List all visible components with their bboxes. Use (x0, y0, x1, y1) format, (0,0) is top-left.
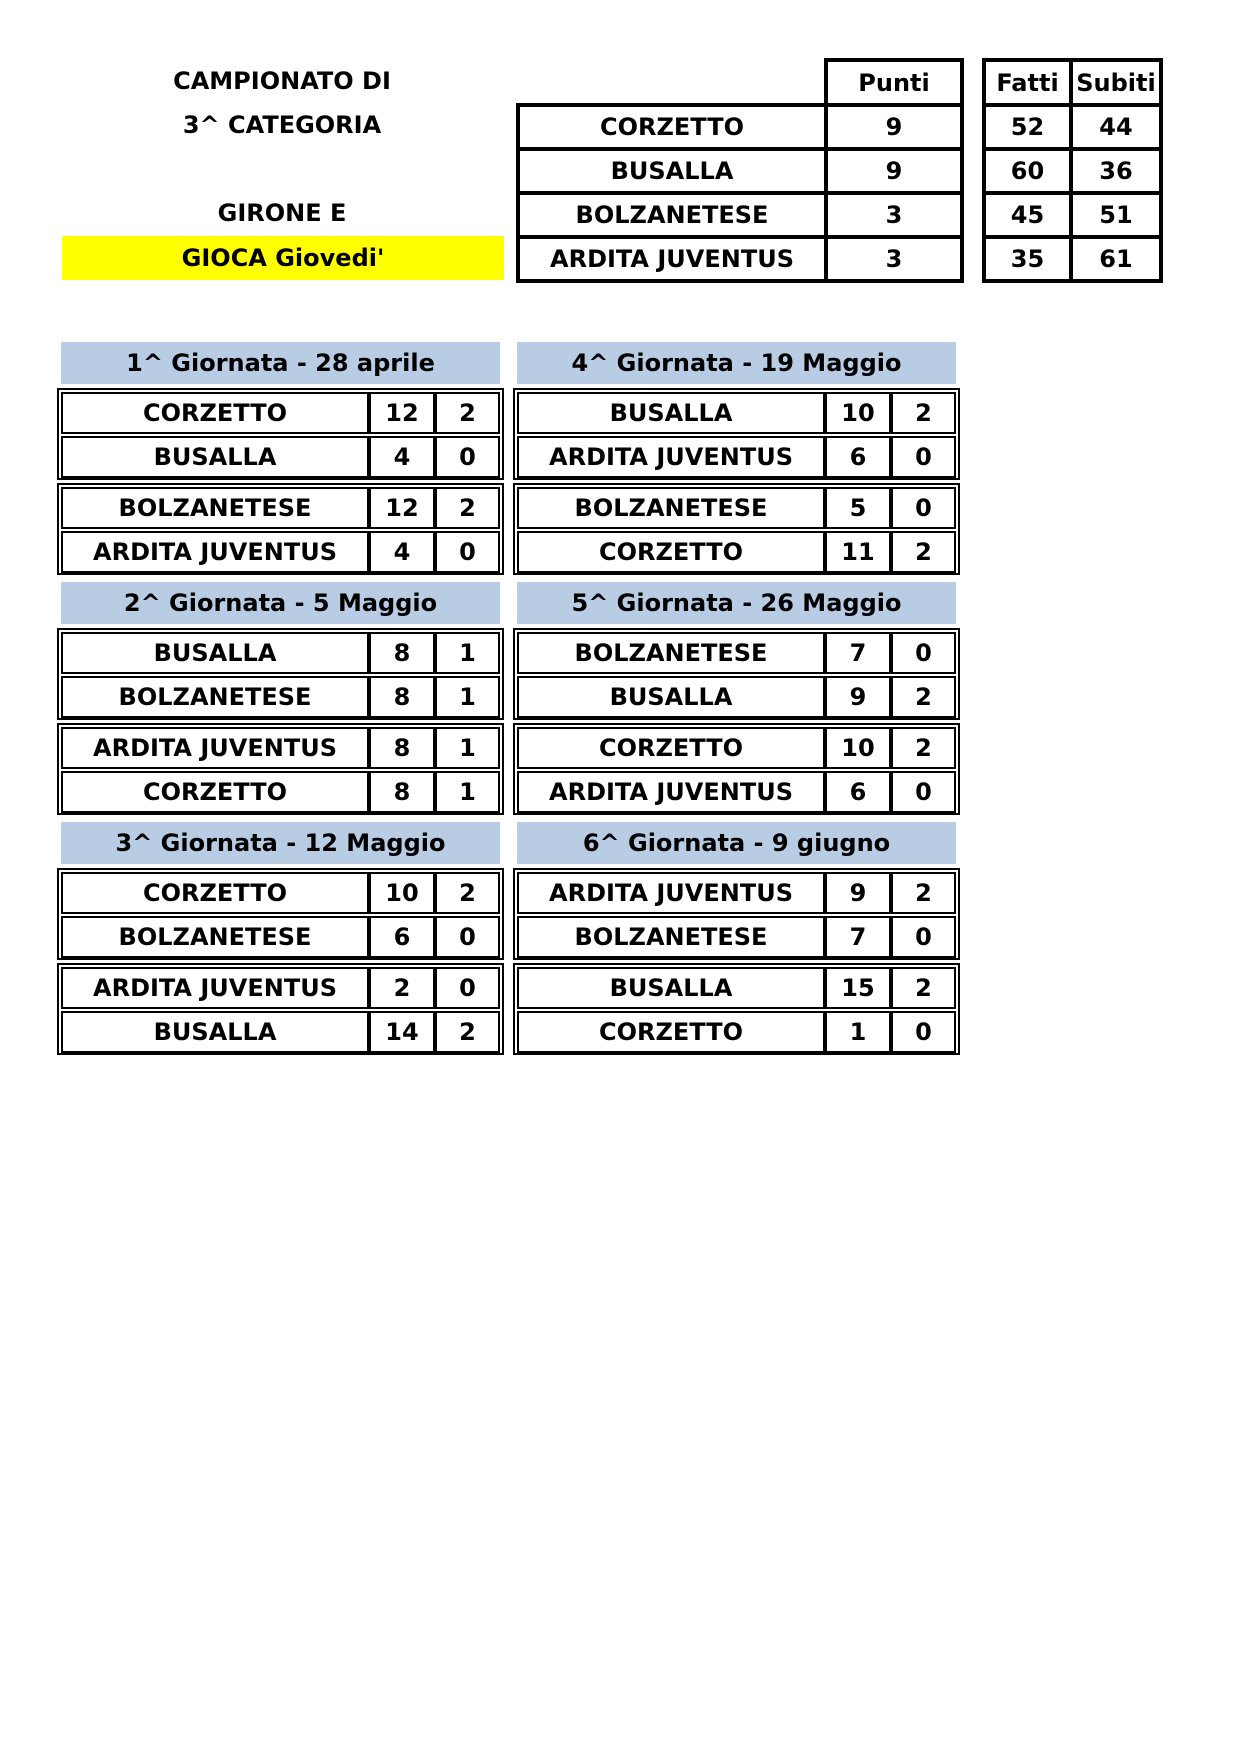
match-points: 2 (891, 967, 956, 1009)
match-team: ARDITA JUVENTUS (61, 531, 369, 573)
standings-fatti: 60 (982, 147, 1073, 195)
match-goals: 4 (369, 436, 435, 478)
match-goals: 8 (369, 676, 435, 718)
match-goals: 8 (369, 632, 435, 674)
matchday-header: 5^ Giornata - 26 Maggio (517, 582, 956, 624)
match-goals: 7 (825, 632, 891, 674)
match-goals: 4 (369, 531, 435, 573)
standings-subiti: 61 (1069, 235, 1163, 283)
match-goals: 6 (825, 436, 891, 478)
match-points: 2 (891, 392, 956, 434)
match-goals: 8 (369, 727, 435, 769)
match-points: 1 (435, 676, 500, 718)
match-goals: 1 (825, 1011, 891, 1053)
match-points: 1 (435, 632, 500, 674)
match-team: CORZETTO (61, 392, 369, 434)
match-points: 0 (891, 487, 956, 529)
match-points: 2 (891, 727, 956, 769)
match-goals: 10 (825, 727, 891, 769)
match-points: 2 (891, 676, 956, 718)
match-points: 0 (435, 967, 500, 1009)
match-team: CORZETTO (517, 531, 825, 573)
standings-punti: 3 (824, 235, 964, 283)
match-team: BUSALLA (61, 1011, 369, 1053)
match-team: ARDITA JUVENTUS (517, 771, 825, 813)
match-goals: 10 (825, 392, 891, 434)
match-points: 2 (891, 872, 956, 914)
match-team: BOLZANETESE (61, 676, 369, 718)
match-points: 2 (435, 1011, 500, 1053)
column-header-subiti: Subiti (1069, 58, 1163, 107)
match-team: BOLZANETESE (61, 916, 369, 958)
standings-subiti: 44 (1069, 103, 1163, 151)
match-goals: 7 (825, 916, 891, 958)
match-team: ARDITA JUVENTUS (517, 436, 825, 478)
match-points: 2 (435, 872, 500, 914)
match-points: 1 (435, 727, 500, 769)
match-team: BOLZANETESE (517, 487, 825, 529)
match-team: ARDITA JUVENTUS (61, 727, 369, 769)
match-team: BUSALLA (61, 436, 369, 478)
match-team: ARDITA JUVENTUS (61, 967, 369, 1009)
standings-team: CORZETTO (516, 103, 828, 151)
match-team: BOLZANETESE (517, 916, 825, 958)
standings-fatti: 45 (982, 191, 1073, 239)
match-goals: 11 (825, 531, 891, 573)
matchday-header: 2^ Giornata - 5 Maggio (61, 582, 500, 624)
match-team: CORZETTO (61, 872, 369, 914)
standings-subiti: 36 (1069, 147, 1163, 195)
standings-team: BOLZANETESE (516, 191, 828, 239)
standings-fatti: 52 (982, 103, 1073, 151)
matchday-header: 1^ Giornata - 28 aprile (61, 342, 500, 384)
match-points: 0 (891, 1011, 956, 1053)
match-points: 0 (891, 436, 956, 478)
girone-label: GIRONE E (217, 199, 347, 227)
match-goals: 9 (825, 872, 891, 914)
match-goals: 12 (369, 392, 435, 434)
column-header-fatti: Fatti (982, 58, 1073, 107)
match-points: 0 (891, 916, 956, 958)
gioca-label: GIOCA Giovedi' (62, 236, 504, 280)
match-goals: 6 (369, 916, 435, 958)
match-points: 1 (435, 771, 500, 813)
matchday-header: 6^ Giornata - 9 giugno (517, 822, 956, 864)
standings-team: BUSALLA (516, 147, 828, 195)
match-team: BUSALLA (517, 676, 825, 718)
match-team: CORZETTO (517, 1011, 825, 1053)
match-goals: 12 (369, 487, 435, 529)
match-points: 0 (891, 632, 956, 674)
match-team: BUSALLA (61, 632, 369, 674)
matchday-header: 3^ Giornata - 12 Maggio (61, 822, 500, 864)
match-team: BUSALLA (517, 967, 825, 1009)
title-line-1: CAMPIONATO DI (173, 67, 391, 95)
match-goals: 5 (825, 487, 891, 529)
match-points: 0 (435, 531, 500, 573)
match-team: CORZETTO (61, 771, 369, 813)
match-team: BUSALLA (517, 392, 825, 434)
matchday-header: 4^ Giornata - 19 Maggio (517, 342, 956, 384)
standings-fatti: 35 (982, 235, 1073, 283)
match-team: BOLZANETESE (517, 632, 825, 674)
standings-punti: 9 (824, 103, 964, 151)
match-points: 0 (435, 436, 500, 478)
match-goals: 15 (825, 967, 891, 1009)
standings-subiti: 51 (1069, 191, 1163, 239)
match-goals: 2 (369, 967, 435, 1009)
match-team: BOLZANETESE (61, 487, 369, 529)
standings-punti: 3 (824, 191, 964, 239)
standings-team: ARDITA JUVENTUS (516, 235, 828, 283)
match-goals: 10 (369, 872, 435, 914)
title-line-2: 3^ CATEGORIA (182, 111, 382, 139)
match-team: CORZETTO (517, 727, 825, 769)
match-goals: 6 (825, 771, 891, 813)
match-points: 0 (891, 771, 956, 813)
standings-punti: 9 (824, 147, 964, 195)
match-goals: 14 (369, 1011, 435, 1053)
match-team: ARDITA JUVENTUS (517, 872, 825, 914)
match-points: 2 (435, 392, 500, 434)
match-points: 2 (435, 487, 500, 529)
column-header-punti: Punti (824, 58, 964, 107)
match-points: 0 (435, 916, 500, 958)
match-goals: 9 (825, 676, 891, 718)
match-points: 2 (891, 531, 956, 573)
match-goals: 8 (369, 771, 435, 813)
